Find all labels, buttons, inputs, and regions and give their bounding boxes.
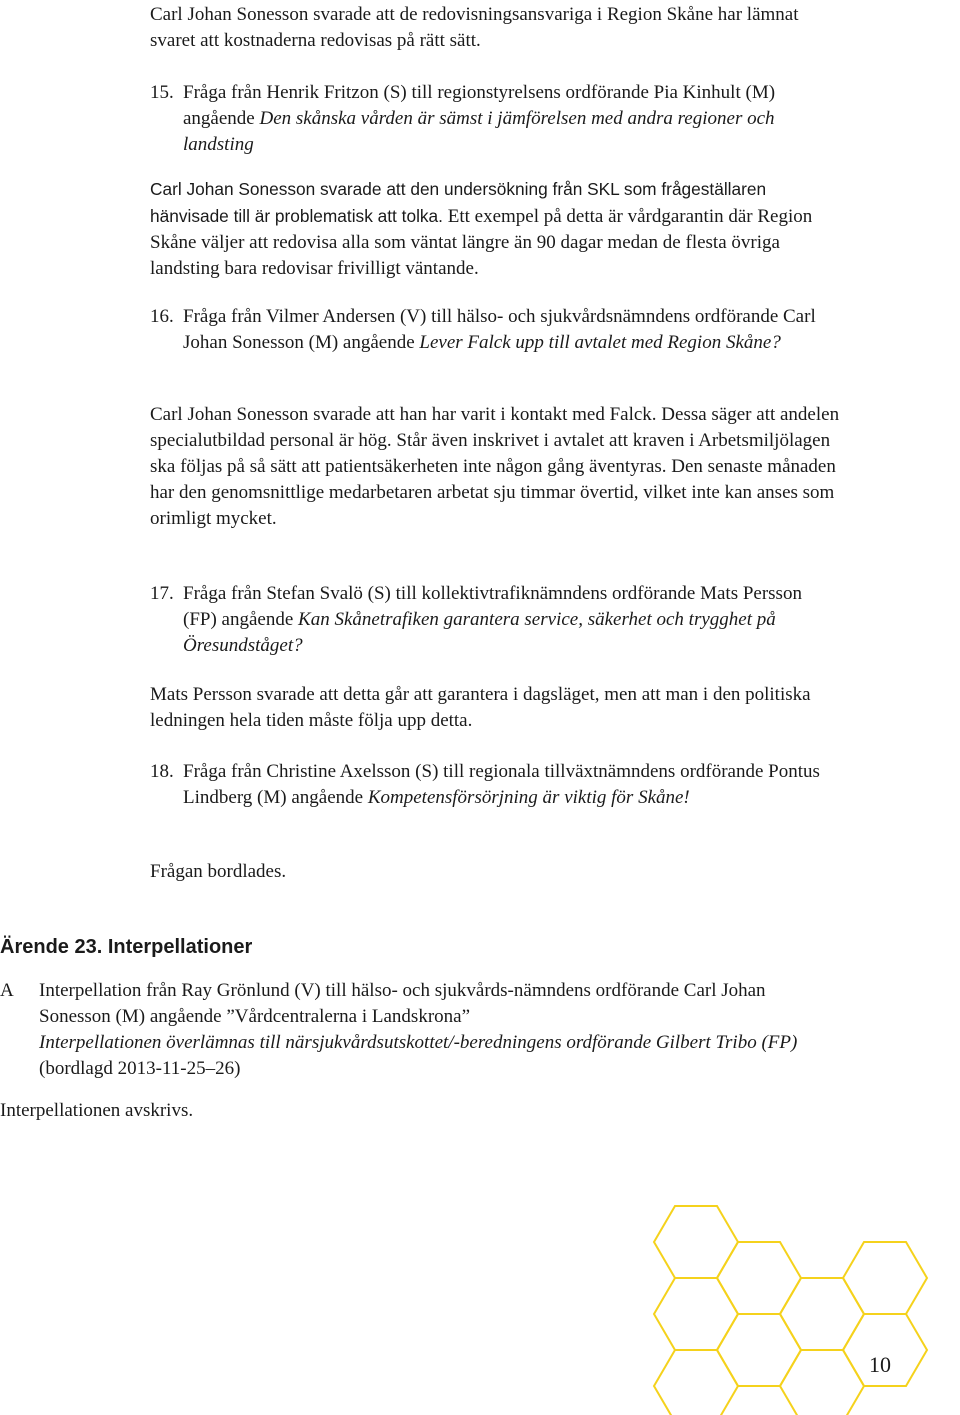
answer-18: Frågan bordlades. bbox=[150, 861, 287, 882]
hexagon-shape bbox=[780, 1278, 864, 1350]
page-number: 10 bbox=[869, 1352, 891, 1377]
question-18 bbox=[150, 759, 840, 811]
interpellation-letter: A bbox=[0, 980, 14, 1001]
hexagon-shape bbox=[654, 1206, 738, 1278]
section-heading: Ärende 23. Interpellationer bbox=[0, 936, 253, 958]
hexagon-shape bbox=[843, 1242, 927, 1314]
question-number: 15. bbox=[150, 82, 174, 103]
question-number: 16. bbox=[150, 306, 174, 327]
question-text: Fråga från Christine Axelsson (S) till regionala tillväxtnämndens ordförande Pontus Lindberg (M) angående Kompetensförsörjning är viktig för Skåne! bbox=[183, 761, 820, 808]
question-text: Fråga från Vilmer Andersen (V) till hälso- och sjukvårdsnämndens ordförande Carl Johan Sonesson (M) angående Lever Falck upp till avtalet med Region Skåne? bbox=[183, 306, 816, 353]
answer-text: Ett exempel på detta är vårdgarantin där Region Skåne väljer att redovisa alla som väntat längre än 90 dagar medan de flesta övriga landsting bara redovisar frivilligt väntande. bbox=[150, 206, 813, 279]
question-16 bbox=[150, 304, 840, 356]
hexagon-shape bbox=[717, 1314, 801, 1386]
question-text: Fråga från Henrik Fritzon (S) till regionstyrelsens ordförande Pia Kinhult (M) angående Den skånska vården är sämst i jämförelsen med andra regioner och landsting bbox=[183, 82, 776, 155]
interpellation-entry bbox=[0, 978, 820, 1082]
question-17 bbox=[150, 581, 840, 659]
hexagon-shape bbox=[717, 1242, 801, 1314]
interpellation-text: Interpellation från Ray Grönlund (V) till hälso- och sjukvårds-nämndens ordförande Carl Johan Sonesson (M) angående ”Vårdcentralerna i Landskrona” Interpellationen överlämnas till närsjukvårdsutskottet/-beredningens ordförande Gilbert Tribo (FP) (bordlagd 2013-11-25–26) bbox=[39, 980, 798, 1079]
question-number: 17. bbox=[150, 583, 174, 604]
answer-17: Mats Persson svarade att detta går att garantera i dagsläget, men att man i den politiska ledningen hela tiden måste följa upp detta. bbox=[150, 684, 811, 731]
interpellation-referral: Interpellationen överlämnas till närsjukvårdsutskottet/-beredningens ordförande Gilbert Tribo (FP) bbox=[39, 1032, 798, 1053]
hexagon-shape bbox=[654, 1350, 738, 1415]
hexagon-shape bbox=[654, 1278, 738, 1350]
interpellation-outcome: Interpellationen avskrivs. bbox=[0, 1100, 194, 1121]
question-text: Fråga från Stefan Svalö (S) till kollektivtrafiknämndens ordförande Mats Persson (FP) angående Kan Skånetrafiken garantera service, säkerhet och trygghet på Öresundståget? bbox=[183, 583, 802, 656]
answer-15 bbox=[150, 176, 840, 282]
hexagon-group bbox=[654, 1206, 927, 1415]
answer-sans-text: Carl Johan Sonesson svarade att den undersökning från SKL som frågeställaren hänvisade till är problematisk att tolka. bbox=[150, 179, 767, 226]
question-number: 18. bbox=[150, 761, 174, 782]
answer-16: Carl Johan Sonesson svarade att han har varit i kontakt med Falck. Dessa säger att andelen specialutbildad personal är hög. Står även inskrivet i avtalet att kraven i Arbetsmiljölagen ska följas på så sätt att patientsäkerheten inte någon gång äventyras. Den senaste månaden har den genomsnittlige medarbetaren arbetat sju timmar övertid, vilket inte kan anses som orimligt mycket. bbox=[150, 404, 840, 529]
question-15 bbox=[150, 80, 840, 158]
intro-paragraph: Carl Johan Sonesson svarade att de redovisningsansvariga i Region Skåne har lämnat svaret att kostnaderna redovisas på rätt sätt. bbox=[150, 4, 799, 51]
interpellation-note: (bordlagd 2013-11-25–26) bbox=[39, 1058, 241, 1079]
